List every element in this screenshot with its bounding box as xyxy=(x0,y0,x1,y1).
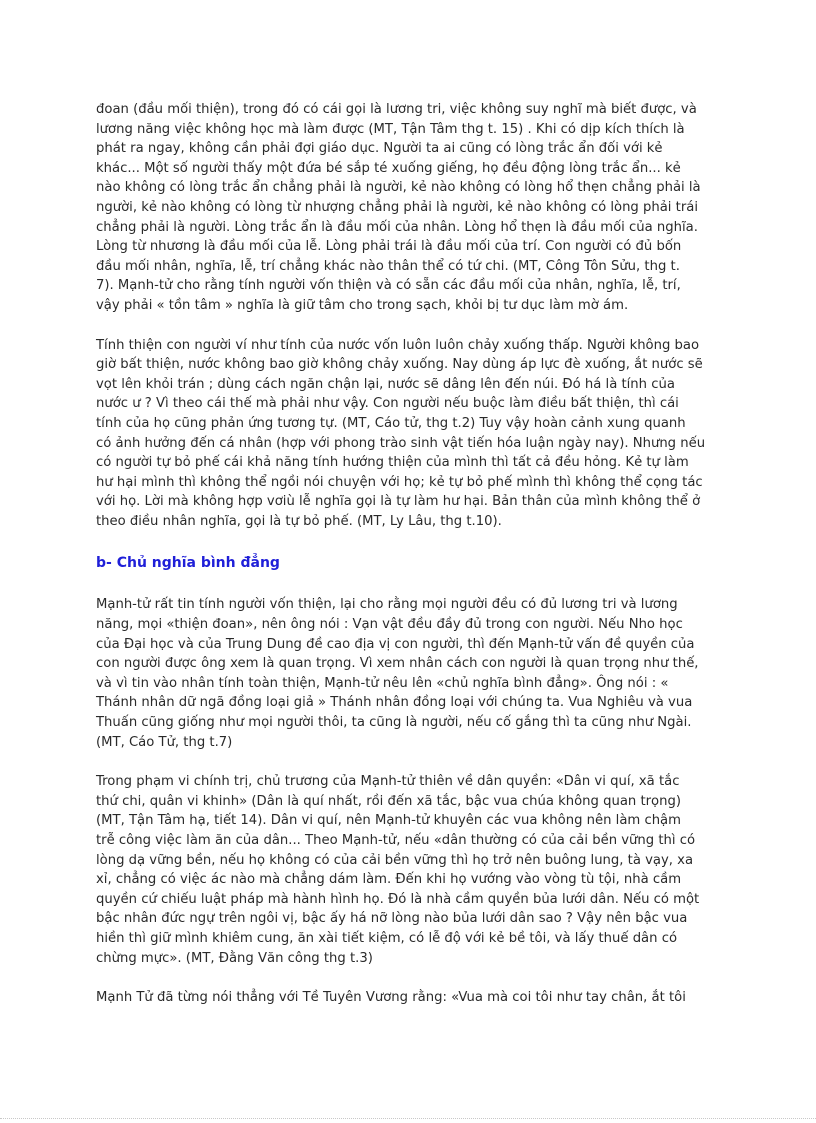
paragraph-thien-doan: đoan (đầu mối thiện), trong đó có cái gọi là lương tri, việc không suy nghĩ mà biết được, và lương năng việc không học mà làm được (MT, Tận Tâm thg t. 15) . Khi có dịp kích thích là phát ra ngay, không cần phải đợi giáo dục. Người ta ai cũng có lòng trắc ẩn đối với kẻ khác... Một số người thấy một đứa bé sắp té xuống giếng, họ đều động lòng trắc ẩn... kẻ nào không có lòng trắc ẩn chẳng phải là người, kẻ nào không có lòng hổ thẹn chẳng phải là người, kẻ nào không có lòng từ nhượng chẳng phải là người, kẻ nào không có lòng phải trái chẳng phải là người. Lòng trắc ẩn là đầu mối của nhân. Lòng hổ thẹn là đầu mối của nghĩa. Lòng từ nhương là đầu mối của lễ. Lòng phải trái là đầu mối của trí. Con người có đủ bốn đầu mối nhân, nghĩa, lễ, trí chẳng khác nào thân thể có tứ chi. (MT, Công Tôn Sửu, thg t. 7). Mạnh-tử cho rằng tính người vốn thiện và có sẵn các đầu mối của nhân, nghĩa, lễ, trí, vậy phải « tồn tâm » nghĩa là giữ tâm cho trong sạch, khỏi bị tư dục làm mờ ám. xyxy=(96,102,701,313)
page-bottom-divider xyxy=(0,1118,816,1119)
document-page xyxy=(96,100,718,1008)
paragraph-te-tuyen-vuong: Mạnh Tử đã từng nói thẳng với Tề Tuyên Vương rằng: «Vua mà coi tôi như tay chân, ắt tôi xyxy=(96,990,686,1006)
paragraph-binh-dang: Mạnh-tử rất tin tính người vốn thiện, lại cho rằng mọi người đều có đủ lương tri và lương năng, mọi «thiện đoan», nên ông nói : Vạn vật đều đầy đủ trong con người. Nếu Nho học của Đại học và của Trung Dung đề cao địa vị con người, thì đến Mạnh-tử vấn đề quyền của con người được ông xem là quan trọng. Vì xem nhân cách con người là quan trọng như thế, và vì tin vào nhân tính toàn thiện, Mạnh-tử nêu lên «chủ nghĩa bình đẳng». Ông nói : « Thánh nhân dữ ngã đồng loại giả » Thánh nhân đồng loại với chúng ta. Vua Nghiêu và vua Thuấn cũng giống như mọi người thôi, ta cũng là người, nếu cố gắng thì ta cũng như Ngài. (MT, Cáo Tử, thg t.7) xyxy=(96,597,699,750)
paragraph-dan-quyen: Trong phạm vi chính trị, chủ trương của Mạnh-tử thiên về dân quyền: «Dân vi quí, xã tắc thứ chi, quân vi khinh» (Dân là quí nhất, rồi đến xã tắc, bậc vua chúa không quan trọng) (MT, Tận Tâm hạ, tiết 14). Dân vi quí, nên Mạnh-tử khuyên các vua không nên làm chậm trễ công việc làm ăn của dân... Theo Mạnh-tử, nếu «dân thường có của cải bền vững thì có lòng dạ vững bền, nếu họ không có của cải bền vững thì họ trở nên buông lung, tà vạy, xa xỉ, chẳng có việc ác nào mà chẳng dám làm. Đến khi họ vướng vào vòng tù tội, nhà cầm quyền cứ chiếu luật pháp mà hành hình họ. Đó là nhà cầm quyền bủa lưới dân. Nếu có một bậc nhân đức ngự trên ngôi vị, bậc ấy há nỡ lòng nào bủa lưới dân sao ? Vậy nên bậc vua hiền thì giữ mình khiêm cung, ăn xài tiết kiệm, có lễ độ với kẻ bề tôi, và lấy thuế dân có chừng mực». (MT, Đằng Văn công thg t.3) xyxy=(96,774,700,966)
paragraph-tinh-thien: Tính thiện con người ví như tính của nước vốn luôn luôn chảy xuống thấp. Người không bao giờ bất thiện, nước không bao giờ không chảy xuống. Nay dùng áp lực đè xuống, ắt nước sẽ vọt lên khỏi trán ; dùng cách ngăn chận lại, nước sẽ dâng lên đến núi. Đó há là tính của nước ư ? Vì theo cái thế mà phải như vậy. Con người nếu buộc làm điều bất thiện, thì cái tính của họ cũng phản ứng tương tự. (MT, Cáo tử, thg t.2) Tuy vậy hoàn cảnh xung quanh có ảnh hưởng đến cá nhân (hợp với phong trào sinh vật tiến hóa luận ngày nay). Nhưng nếu có người tự bỏ phế cái khả năng tính hướng thiện của mình thì tất cả đều hỏng. Kẻ tự làm hư hại mình thì không thể ngồi nói chuyện với họ; kẻ tự bỏ phế mình thì không thể cọng tác với họ. Lời mà không hợp vơiù lễ nghĩa gọi là tự làm hư hại. Bản thân của mình không thể ở theo điều nhân nghĩa, gọi là tự bỏ phế. (MT, Ly Lâu, thg t.10). xyxy=(96,337,706,529)
section-heading: b- Chủ nghĩa bình đẳng xyxy=(96,555,280,572)
